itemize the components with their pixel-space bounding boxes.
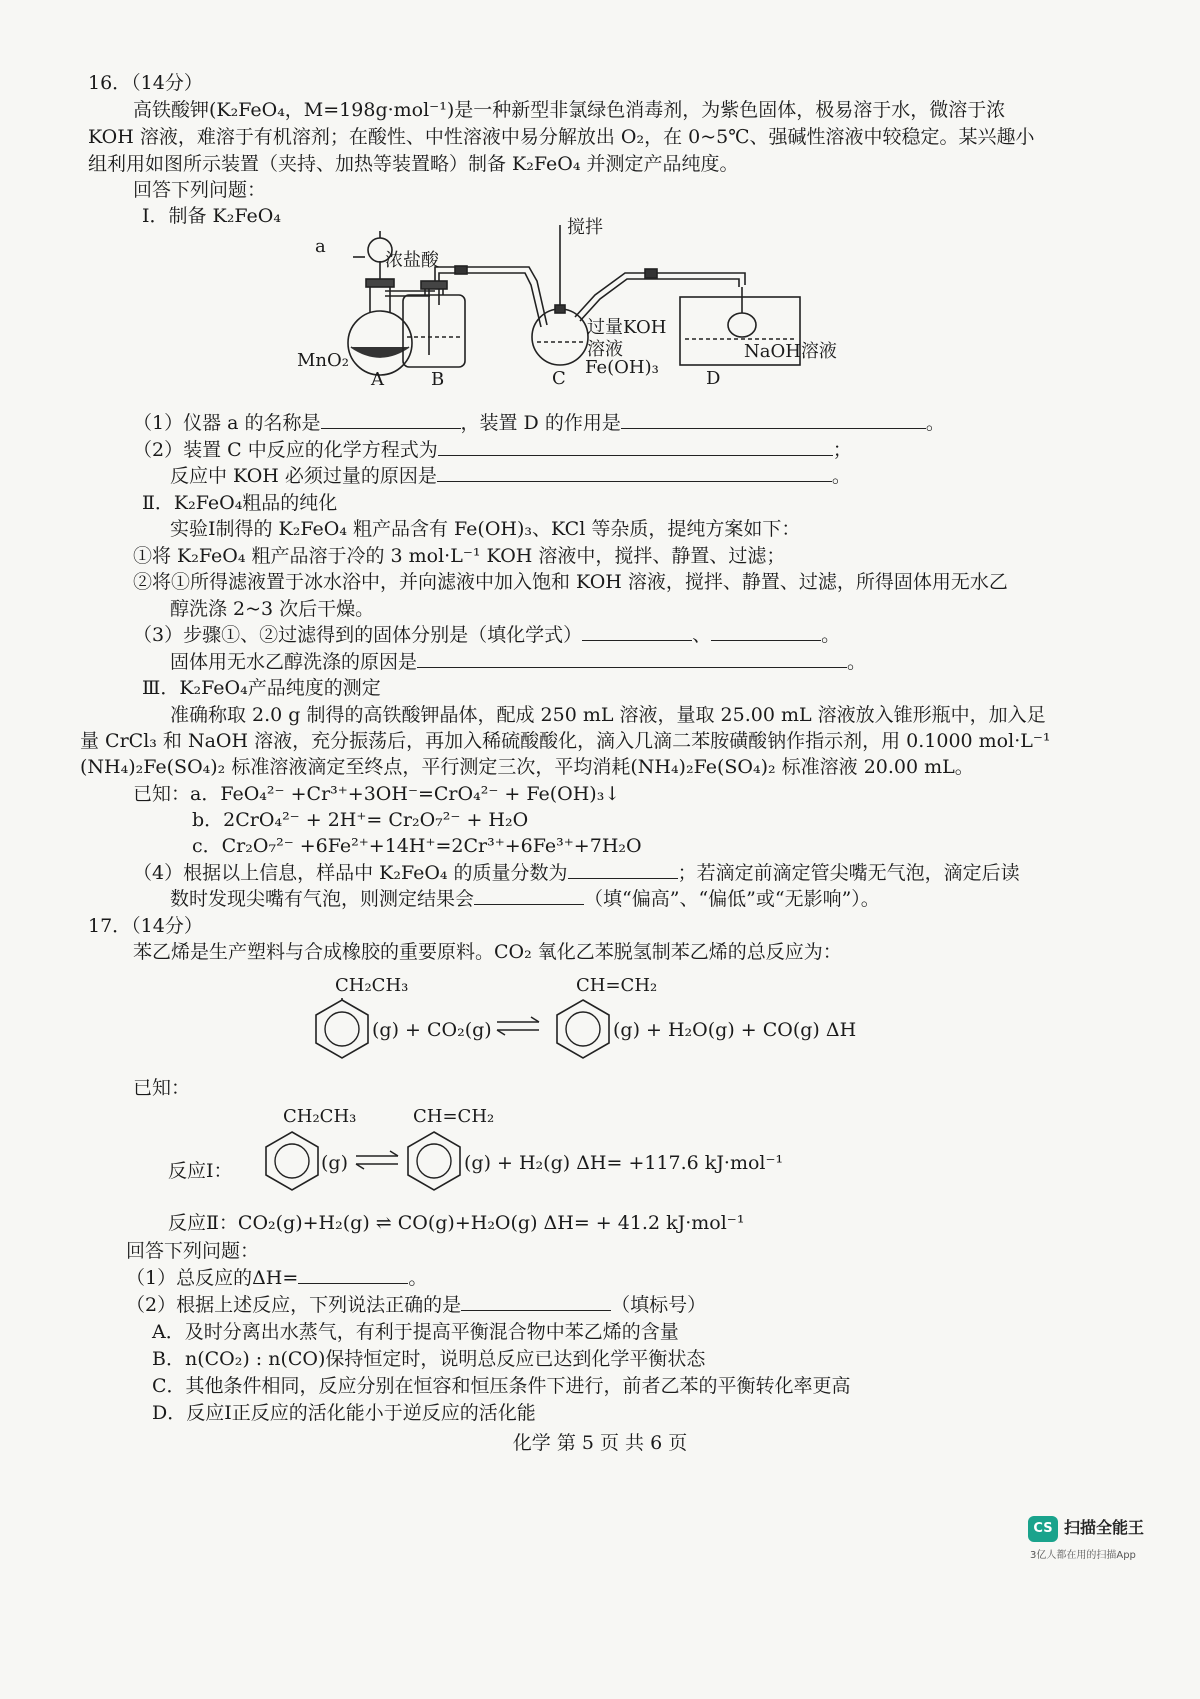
q16-known-label: 已知：: [133, 783, 191, 805]
q16-3-text-a: （3）步骤①、②过滤得到的固体分别是（填化学式）: [133, 624, 583, 646]
q16-2-text-d: 。: [831, 465, 851, 487]
q16-header: 16．（14分）: [88, 72, 203, 94]
q17-option-c: C．其他条件相同，反应分别在恒容和恒压条件下进行，前者乙苯的平衡转化率更高: [152, 1375, 851, 1397]
q16-2-reason: [170, 463, 851, 489]
q16-intro-line2: KOH 溶液，难溶于有机溶剂；在酸性、中性溶液中易分解放出 O₂，在 0~5℃、强碱性溶液中较稳定。某兴趣小: [88, 126, 1035, 148]
q16-known-b: b．2CrO₄²⁻ + 2H⁺= Cr₂O₇²⁻ + H₂O: [192, 809, 529, 831]
q16-3-text-c: 。: [821, 624, 841, 646]
q17-1-text-a: （1）总反应的ΔH=: [126, 1267, 299, 1289]
camscanner-tagline: 3亿人都在用的扫描App: [1030, 1550, 1136, 1561]
q16-part3-text-2: 量 CrCl₃ 和 NaOH 溶液，充分振荡后，再加入稀硫酸酸化，滴入几滴二苯胺磺酸钠作指示剂，用 0.1000 mol·L⁻¹: [80, 730, 1051, 752]
q16-2-text-a: （2）装置 C 中反应的化学方程式为: [133, 439, 438, 461]
q16-known: [133, 781, 620, 807]
q17-answer-prompt: 回答下列问题：: [126, 1240, 260, 1262]
q16-4-text-b: ；若滴定前滴定管尖嘴无气泡，滴定后读: [677, 862, 1020, 884]
q16-4-blank-effect[interactable]: [474, 886, 584, 905]
q17-option-b: B．n(CO₂) : n(CO)保持恒定时，说明总反应已达到化学平衡状态: [152, 1348, 706, 1370]
ethylbenzene-substituent: CH₂CH₃: [335, 975, 409, 996]
q16-part3-text-1: 准确称取 2.0 g 制得的高铁酸钾晶体，配成 250 mL 溶液，量取 25.00 mL 溶液放入锥形瓶中，加入足: [170, 704, 1046, 726]
r1-styrene-substituent: CH=CH₂: [413, 1106, 495, 1127]
q16-3-text-e: 。: [847, 651, 867, 673]
q16-3-text-b: 、: [692, 624, 712, 646]
camscanner-logo-icon: CS: [1028, 1516, 1058, 1542]
diagram-label-a: a: [315, 236, 326, 257]
q16-1-text-b: ，装置 D 的作用是: [460, 412, 621, 434]
diagram-label-D: D: [706, 368, 721, 389]
q16-part2-step1: ①将 K₂FeO₄ 粗产品溶于冷的 3 mol·L⁻¹ KOH 溶液中，搅拌、静置、过滤；: [133, 545, 786, 567]
q17-2-text-a: （2）根据上述反应，下列说法正确的是: [126, 1294, 462, 1316]
diagram-label-stir: 搅拌: [567, 217, 603, 238]
q17-2-text-b: （填标号）: [611, 1294, 707, 1316]
q16-2-blank-equation[interactable]: [438, 437, 833, 456]
q16-known-c: c．Cr₂O₇²⁻ +6Fe²⁺+14H⁺=2Cr³⁺+6Fe³⁺+7H₂O: [192, 835, 642, 857]
q16-part2-title: Ⅱ．K₂FeO₄粗品的纯化: [142, 492, 338, 514]
q17-1-text-b: 。: [408, 1267, 428, 1289]
total-reaction-right: (g) + H₂O(g) + CO(g) ΔH: [613, 1019, 857, 1041]
diagram-label-koh-solution: 溶液: [587, 339, 623, 360]
r1-right: (g) + H₂(g) ΔH= +117.6 kJ·mol⁻¹: [464, 1152, 784, 1174]
diagram-label-mno2: MnO₂: [297, 350, 349, 371]
q17-1: [126, 1265, 427, 1291]
camscanner-name: 扫描全能王: [1064, 1518, 1145, 1537]
q16-intro-line3: 组利用如图所示装置（夹持、加热等装置略）制备 K₂FeO₄ 并测定产品纯度。: [88, 153, 739, 175]
q17-known-label: 已知：: [133, 1077, 191, 1099]
q16-3-blank-solid1[interactable]: [582, 622, 692, 641]
q16-1-blank-purpose[interactable]: [621, 410, 926, 429]
q16-4-text-a: （4）根据以上信息，样品中 K₂FeO₄ 的质量分数为: [133, 862, 568, 884]
equilibrium-arrow-icon: [495, 1016, 541, 1036]
q16-1: [133, 410, 945, 436]
q16-2-text-b: ；: [832, 439, 852, 461]
q16-part3-text-3: (NH₄)₂Fe(SO₄)₂ 标准溶液滴定至终点，平行测定三次，平均消耗(NH₄)₂Fe(SO₄)₂ 标准溶液 20.00 mL。: [80, 756, 974, 778]
diagram-label-naoh: NaOH溶液: [744, 341, 837, 362]
q17-header: 17．（14分）: [88, 915, 203, 937]
q16-part2-step2-cont: 醇洗涤 2~3 次后干燥。: [170, 598, 375, 620]
q16-part2-step2: ②将①所得滤液置于冰水浴中，并向滤液中加入饱和 KOH 溶液，搅拌、静置、过滤，所得固体用无水乙: [133, 571, 1008, 593]
q16-intro-line1: 高铁酸钾(K₂FeO₄，M=198g·mol⁻¹)是一种新型非氯绿色消毒剂，为紫色固体，极易溶于水，微溶于浓: [133, 99, 1006, 121]
q16-3-text-d: 固体用无水乙醇洗涤的原因是: [170, 651, 418, 673]
r1-g: (g): [321, 1152, 348, 1174]
diagram-label-B: B: [431, 369, 445, 390]
q16-4-blank-fraction[interactable]: [568, 860, 678, 879]
q16-known-a: a．FeO₄²⁻ +Cr³⁺+3OH⁻=CrO₄²⁻ + Fe(OH)₃↓: [190, 783, 621, 805]
q16-1-text-c: 。: [925, 412, 945, 434]
q17-intro: 苯乙烯是生产塑料与合成橡胶的重要原料。CO₂ 氧化乙苯脱氢制苯乙烯的总反应为：: [133, 941, 842, 963]
equilibrium-arrow-icon: [354, 1150, 400, 1170]
q17-option-d: D．反应Ⅰ正反应的活化能小于逆反应的活化能: [152, 1402, 536, 1424]
r2: 反应Ⅱ：CO₂(g)+H₂(g) ⇌ CO(g)+H₂O(g) ΔH= + 41.2 kJ·mol⁻¹: [168, 1212, 745, 1234]
q16-part2-text-1: 实验Ⅰ制得的 K₂FeO₄ 粗产品含有 Fe(OH)₃、KCl 等杂质，提纯方案如下：: [170, 518, 801, 540]
q16-2-text-c: 反应中 KOH 必须过量的原因是: [170, 465, 437, 487]
q16-4-text-c: 数时发现尖嘴有气泡，则测定结果会: [170, 888, 475, 910]
q17-1-blank-dh[interactable]: [298, 1265, 408, 1284]
benzene-ring-icon: [553, 998, 613, 1060]
q16-4-text-d: （填“偏高”、“偏低”或“无影响”）。: [584, 888, 880, 910]
r1-ethylbenzene-substituent: CH₂CH₃: [283, 1106, 357, 1127]
benzene-ring-icon: [262, 1130, 322, 1192]
diagram-label-hcl: 浓盐酸: [385, 250, 439, 271]
styrene-substituent: CH=CH₂: [576, 975, 658, 996]
diagram-label-A: A: [371, 369, 384, 390]
r1-label: 反应Ⅰ：: [168, 1160, 233, 1182]
q16-3-blank-solid2[interactable]: [711, 622, 821, 641]
q16-3-blank-reason[interactable]: [417, 649, 847, 668]
diagram-label-koh: 过量KOH: [587, 317, 667, 338]
q16-3: [133, 622, 840, 648]
q16-3-reason: [170, 649, 866, 675]
q16-part1-title: Ⅰ．制备 K₂FeO₄: [142, 205, 281, 227]
q16-1-blank-instrument[interactable]: [321, 410, 461, 429]
q16-part3-title: Ⅲ．K₂FeO₄产品纯度的测定: [142, 677, 381, 699]
q16-answer-prompt: 回答下列问题：: [133, 179, 267, 201]
q16-2: [133, 437, 852, 463]
total-reaction-middle: (g) + CO₂(g): [372, 1019, 492, 1041]
q17-2-blank-answer[interactable]: [461, 1292, 611, 1311]
q16-4: [133, 860, 1020, 886]
diagram-label-feoh3: Fe(OH)₃: [585, 357, 659, 378]
diagram-label-C: C: [552, 368, 566, 389]
benzene-ring-icon: [404, 1130, 464, 1192]
q16-2-blank-reason[interactable]: [437, 463, 832, 482]
q16-4-cont: [170, 886, 880, 912]
q16-1-text-a: （1）仪器 a 的名称是: [133, 412, 321, 434]
q17-2: [126, 1292, 706, 1318]
q17-option-a: A．及时分离出水蒸气，有利于提高平衡混合物中苯乙烯的含量: [152, 1321, 679, 1343]
page-footer: 化学 第 5 页 共 6 页: [512, 1432, 688, 1454]
benzene-ring-icon: [312, 998, 372, 1060]
